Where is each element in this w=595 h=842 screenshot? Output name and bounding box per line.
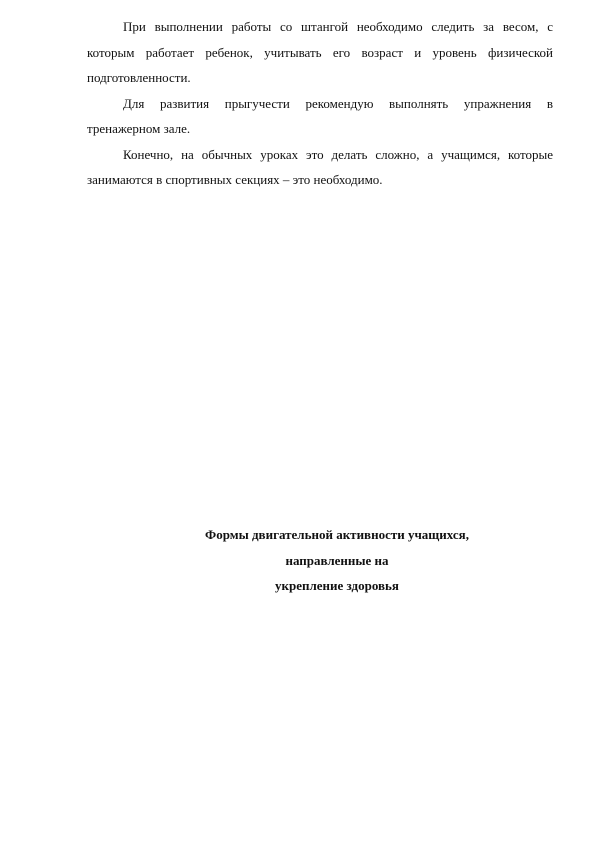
heading-line-1: Формы двигательной активности учащихся, <box>205 527 469 542</box>
body-text <box>87 14 553 193</box>
paragraph-sections: Конечно, на обычных уроках это делать сложно, а учащимся, которые занимаются в спортивных секциях – это необходимо. <box>87 146 553 187</box>
section-heading <box>87 522 587 599</box>
heading-line-3: укрепление здоровья <box>275 578 399 593</box>
heading-line-2: направленные на <box>285 552 389 568</box>
paragraph-barbell: При выполнении работы со штангой необходимо следить за весом, с которым работает ребенок, учитывать его возраст и уровень физической подготовленности. <box>87 19 553 85</box>
paragraph-jumping: Для развития прыгучести рекомендую выполнять упражнения в тренажерном зале. <box>87 95 553 136</box>
